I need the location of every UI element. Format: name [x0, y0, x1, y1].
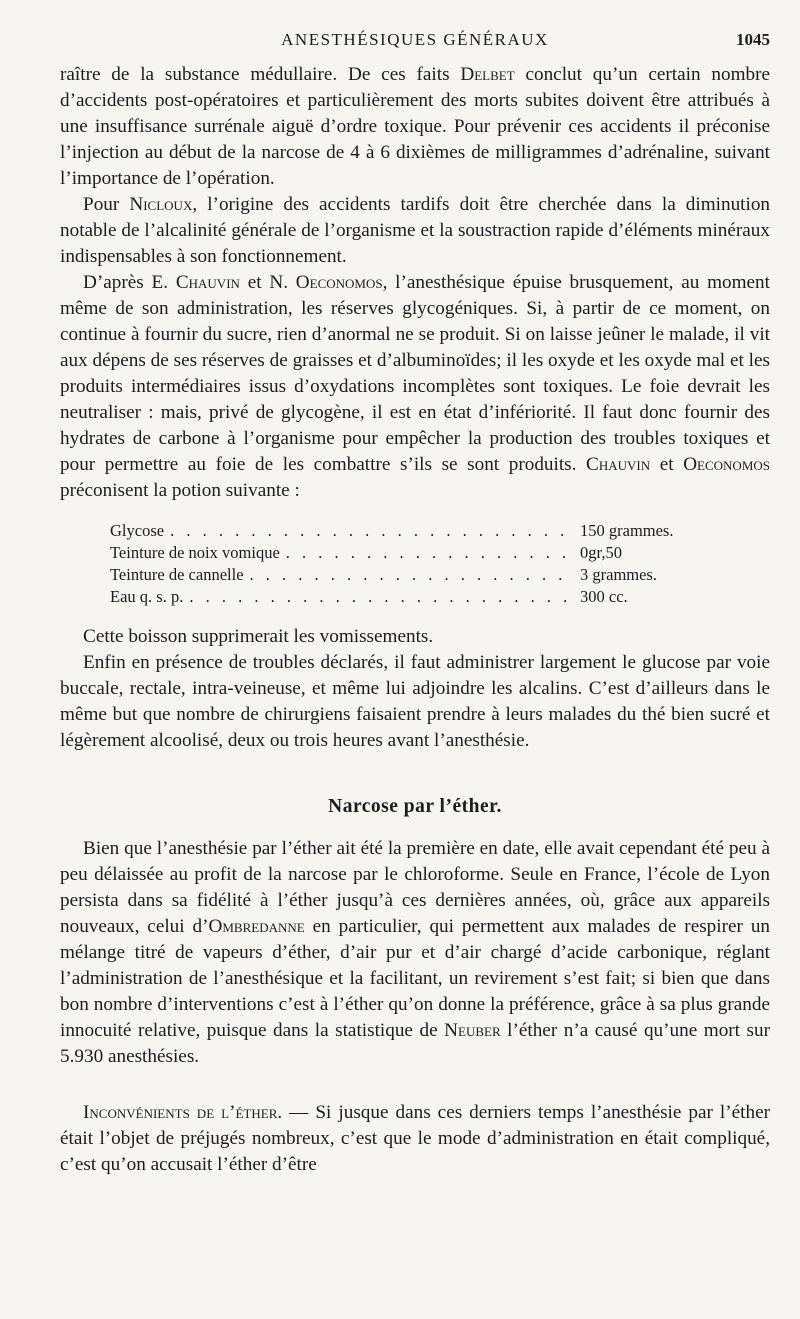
leader-dots: [250, 564, 574, 586]
text-run: raître de la substance médullaire. De ces faits: [60, 64, 461, 85]
author-name: Oeconomos: [683, 454, 770, 475]
paragraph-nicloux: [60, 192, 770, 270]
paragraph-glucose: Enfin en présence de troubles déclarés, il faut administrer largement le glucose par voie buccale, rectale, intra-veineuse, et même lui adjoindre les alcalins. C’est d’ailleurs dans le même but que nombre de chirurgiens faisaient prendre à leurs malades du thé bien sucré et légèrement alcoolisé, deux ou trois heures avant l’anesthésie.: [60, 652, 770, 751]
text-run: D’après E.: [83, 272, 176, 293]
author-name: Chauvin: [175, 272, 240, 293]
paragraph-ether: [60, 836, 770, 1070]
recipe-ingredient: Glycose: [110, 521, 165, 540]
text-run: conclut qu’un certain nombre d’accidents post-opératoires et particulièrement des morts subites doivent être attribués à une insuffisance surrénale aiguë d’ordre toxique. Pour prévenir ces accidents il préconise l’injection au début de la narcose de 4 à 6 dixièmes de milligrammes d’adrénaline, suivant l’importance de l’opération.: [60, 64, 770, 189]
paragraph-chauvin-oeconomos: [60, 270, 770, 504]
author-name: Chauvin: [586, 454, 651, 475]
author-name: Delbet: [460, 64, 515, 85]
text-run: en particulier, qui permettent aux malades de respirer un mélange titré de vapeurs d’éther, d’air pur et d’air chargé d’acide carbonique, réglant l’administration de l’anesthésique et la facilitant, un revirement s’est fait; si bien que dans bon nombre d’interventions c’est à l’éther qu’on donne la préférence, grâce à sa plus grande innocuité relative, puisque dans la statistique de: [60, 916, 771, 1041]
subsection-heading: Inconvénients de l’éther.: [83, 1102, 283, 1123]
paragraph-delbet: [60, 62, 770, 192]
recipe-quantity: 150 grammes.: [580, 521, 674, 540]
recipe-ingredient: Teinture de cannelle: [110, 565, 244, 584]
recipe-row: [110, 586, 700, 608]
recipe-row: [110, 542, 700, 564]
recipe-ingredient: Eau q. s. p.: [110, 587, 184, 606]
page-body: [60, 62, 770, 1178]
text-run: Bien que l’anesthésie par l’éther ait été la première en date, elle avait cependant été peu à peu délaissée au profit de la narcose par le chloroforme. Seule en France, l’école de Lyon persista dans sa fidélité à l’éther jusqu’à ces dernières années, où, grâce aux appareils nouveaux, celui d’: [60, 838, 770, 937]
paragraph-vomissements: Cette boisson supprimerait les vomissements.: [83, 626, 434, 647]
page-header: [60, 30, 770, 56]
author-name: Oeconomos: [295, 272, 383, 293]
recipe-row: [110, 564, 700, 586]
recipe-quantity: 3 grammes.: [580, 565, 657, 584]
author-name: Neuber: [444, 1020, 501, 1041]
text-run: et N.: [239, 272, 296, 293]
author-name: Ombredanne: [208, 916, 305, 937]
text-run: et: [650, 454, 684, 475]
text-run: Pour: [83, 194, 130, 215]
page-number: 1045: [736, 30, 770, 49]
recipe-ingredient: Teinture de noix vomique: [110, 543, 280, 562]
paragraph-inconvenients: [60, 1100, 770, 1178]
text-run: l’éther n’a causé qu’une mort sur 5.930 anesthésies.: [60, 1020, 770, 1067]
author-name: Nicloux: [129, 194, 193, 215]
text-run: , l’origine des accidents tardifs doit être cherchée dans la diminution notable de l’alcalinité générale de l’organisme et la soustraction rapide d’éléments minéraux indispensables à son fonctionnement.: [60, 194, 771, 267]
recipe-quantity: 300 cc.: [580, 587, 628, 606]
leader-dots: [189, 586, 574, 608]
leader-dots: [286, 542, 574, 564]
recipe-list: [110, 520, 700, 608]
text-run: préconisent la potion suivante :: [60, 480, 300, 501]
leader-dots: [170, 520, 574, 542]
recipe-quantity: 0gr,50: [580, 543, 622, 562]
section-heading: Narcose par l’éther.: [328, 796, 502, 817]
text-run: — Si jusque dans ces derniers temps l’anesthésie par l’éther était l’objet de préjugés nombreux, c’est que le mode d’administration en était compliqué, c’est qu’on accusait l’éther d’être: [60, 1102, 770, 1175]
running-title: ANESTHÉSIQUES GÉNÉRAUX: [281, 30, 549, 49]
recipe-row: [110, 520, 700, 542]
text-run: , l’anesthésique épuise brusquement, au moment même de son administration, les réserves glycogéniques. Si, à partir de ce moment, on continue à fournir du sucre, rien d’anormal ne se produit. Si on laisse jeûner le malade, il vit aux dépens de ses réserves de graisses et d’albuminoïdes; il les oxyde et les oxyde mal et les produits intermédiaires issus d’oxydations incomplètes sont toxiques. Le foie devrait les neutraliser : mais, privé de glycogène, il est en état d’infériorité. Il faut donc fournir des hydrates de carbone à l’organisme pour empêcher la production des troubles toxiques et pour permettre au foie de les combattre s’ils se sont produits.: [60, 272, 770, 475]
